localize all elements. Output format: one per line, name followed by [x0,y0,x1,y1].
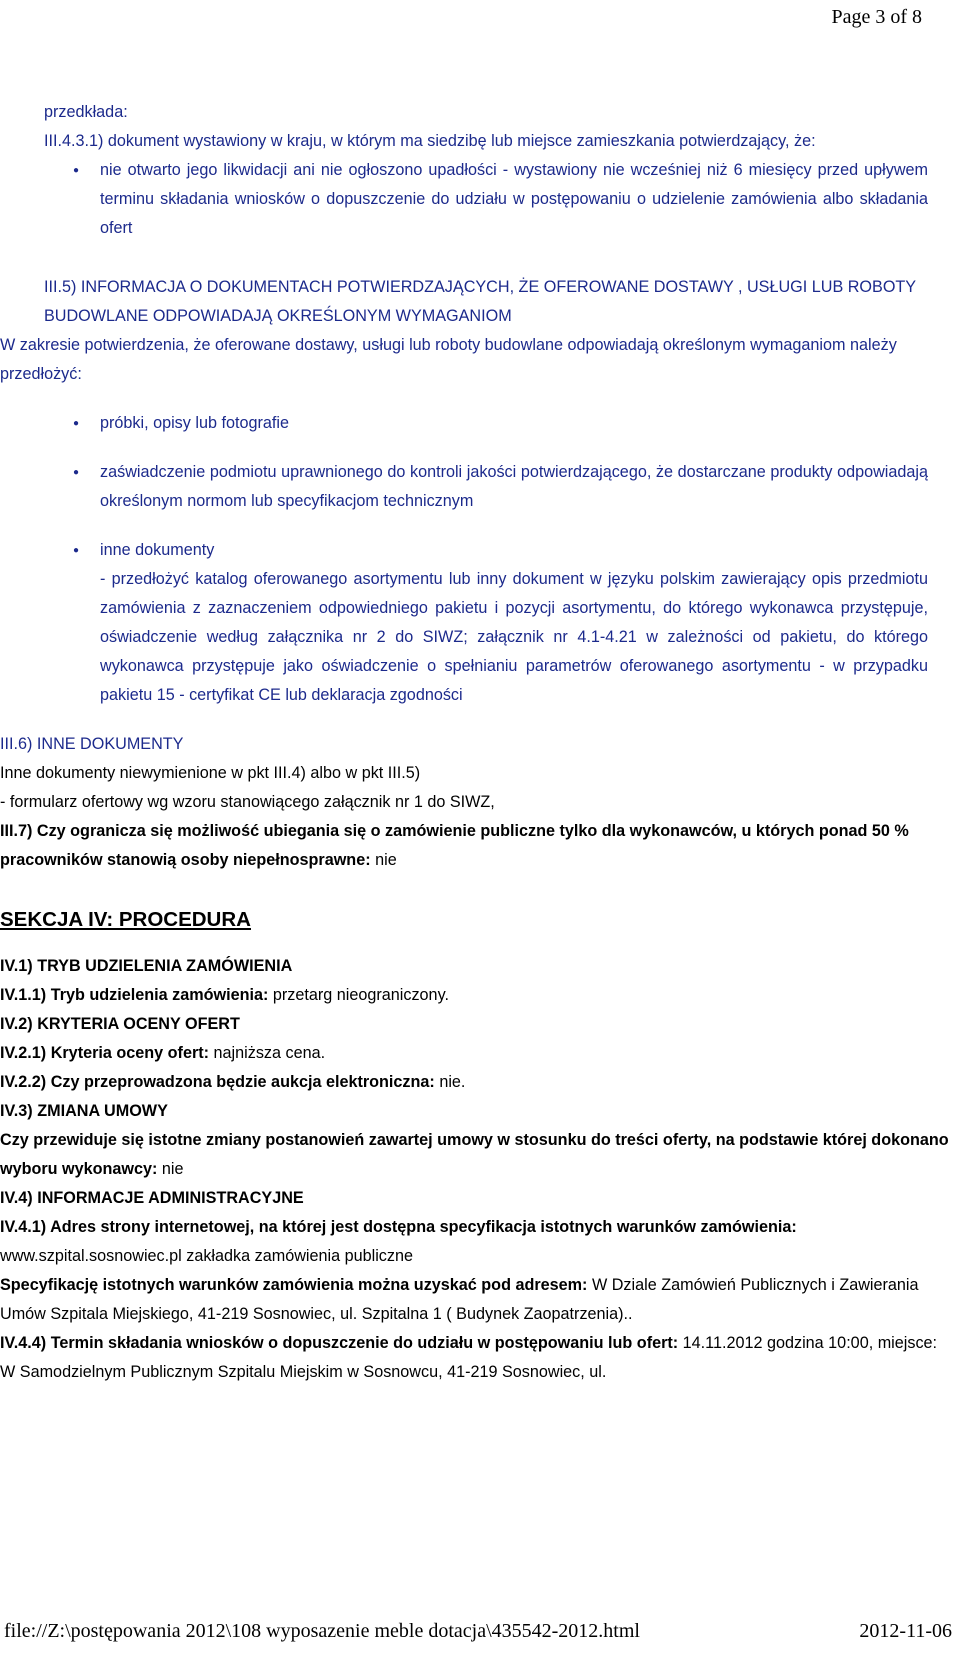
bullet-list [0,156,950,243]
footer-date: 2012-11-06 [859,1620,952,1642]
section-4-3-question [0,1126,950,1184]
field-value: www.szpital.sosnowiec.pl zakładka zamówienia publiczne [0,1247,413,1265]
spec-address [0,1271,950,1329]
list-item: ● zaświadczenie podmiotu uprawnionego do kontroli jakości potwierdzającego, że dostarczane produkty odpowiadają określonym normom lub specyfikacjom technicznym [0,458,950,516]
field-label: Czy przewiduje się istotne zmiany postanowień zawartej umowy w stosunku do treści oferty, na podstawie której dokonano wyboru wykonawcy: [0,1131,949,1178]
list-item-text: - przedłożyć katalog oferowanego asortymentu lub inny dokument w języku polskim zawierający opis przedmiotu zamówienia z zaznaczeniem odpowiedniego pakietu i pozycji asortymentu, do którego wykonawca przystępuje, oświadczenie według załącznika nr 2 do SIWZ; załącznik nr 4.1-4.21 w zależności od pakietu, do którego wykonawca przystępuje jako oświadczenie o spełnianiu parametrów oferowanego asortymentu - w przypadku pakietu 15 - certyfikat CE lub deklaracja zgodności [100,570,928,704]
intro-text: przedkłada: [44,103,128,121]
section-3-6-title: III.6) INNE DOKUMENTY [0,735,184,753]
document-body [0,98,950,1387]
page-number: Page 3 of 8 [831,6,922,28]
section-4-4-4 [0,1329,950,1387]
section-3-7-label: III.7) Czy ogranicza się możliwość ubiegania się o zamówienie publiczne tylko dla wykonawców, u których ponad 50 % pracowników stanowią osoby niepełnosprawne: [0,822,909,869]
section-4-1-1 [0,981,950,1010]
field-value: najniższa cena. [213,1044,326,1062]
section-3-7-value: nie [375,851,397,869]
field-label: IV.1.1) Tryb udzielenia zamówienia: [0,986,269,1004]
section-4-3: IV.3) ZMIANA UMOWY [0,1102,168,1120]
section-4-2: IV.2) KRYTERIA OCENY OFERT [0,1015,240,1033]
list-item: ● próbki, opisy lub fotografie [0,409,950,438]
field-value: nie. [439,1073,466,1091]
section-heading: SEKCJA IV: PROCEDURA [0,908,251,931]
field-value: przetarg nieograniczony. [272,986,449,1004]
list-item: ● nie otwarto jego likwidacji ani nie ogłoszono upadłości - wystawiony nie wcześniej niż 6 miesięcy przed upływem terminu składania wniosków o dopuszczenie do udziału w postępowaniu o udzielenie zamówienia albo składania ofert [0,156,950,243]
section-3-5-title: III.5) INFORMACJA O DOKUMENTACH POTWIERDZAJĄCYCH, ŻE OFEROWANE DOSTAWY , USŁUGI LUB ROBOTY BUDOWLANE ODPOWIADAJĄ OKREŚLONYM WYMAGANIOM [44,278,916,325]
field-value: 14.11.2012 godzina 10:00, miejsce: W Samodzielnym Publicznym Szpitalu Miejskim w Sosnowcu, 41-219 Sosnowiec, ul. [0,1334,938,1381]
bullet-list [0,409,950,710]
section-3-7 [0,817,950,875]
field-label: IV.2.1) Kryteria oceny ofert: [0,1044,210,1062]
section-4-1: IV.1) TRYB UDZIELENIA ZAMÓWIENIA [0,957,293,975]
field-label: IV.2.2) Czy przeprowadzona będzie aukcja elektroniczna: [0,1073,435,1091]
section-4-2-1 [0,1039,950,1068]
section-3-4-3-1: III.4.3.1) dokument wystawiony w kraju, w którym ma siedzibę lub miejsce zamieszkania potwierdzający, że: [44,132,816,150]
section-4-4-1 [0,1213,950,1271]
section-3-6-line2: - formularz ofertowy wg wzoru stanowiącego załącznik nr 1 do SIWZ, [0,793,495,811]
field-label: IV.4.1) Adres strony internetowej, na której jest dostępna specyfikacja istotnych warunków zamówienia: [0,1218,797,1236]
field-value: W Dziale Zamówień Publicznych i Zawierania Umów Szpitala Miejskiego, 41-219 Sosnowiec, ul. Szpitalna 1 ( Budynek Zaopatrzenia).. [0,1276,919,1323]
list-item-title: ● inne dokumenty [100,541,215,559]
footer-path: file://Z:\postępowania 2012\108 wyposazenie meble dotacja\435542-2012.html [4,1620,640,1642]
section-4-4: IV.4) INFORMACJE ADMINISTRACYJNE [0,1189,304,1207]
section-4-2-2 [0,1068,950,1097]
section-3-5-intro: W zakresie potwierdzenia, że oferowane dostawy, usługi lub roboty budowlane odpowiadają określonym wymaganiom należy przedłożyć: [0,336,897,383]
field-label: Specyfikację istotnych warunków zamówienia można uzyskać pod adresem: [0,1276,588,1294]
field-value: nie [161,1160,184,1178]
field-label: IV.4.4) Termin składania wniosków o dopuszczenie do udziału w postępowaniu lub ofert: [0,1334,679,1352]
list-item [0,536,950,710]
section-3-6-line1: Inne dokumenty niewymienione w pkt III.4) albo w pkt III.5) [0,764,421,782]
